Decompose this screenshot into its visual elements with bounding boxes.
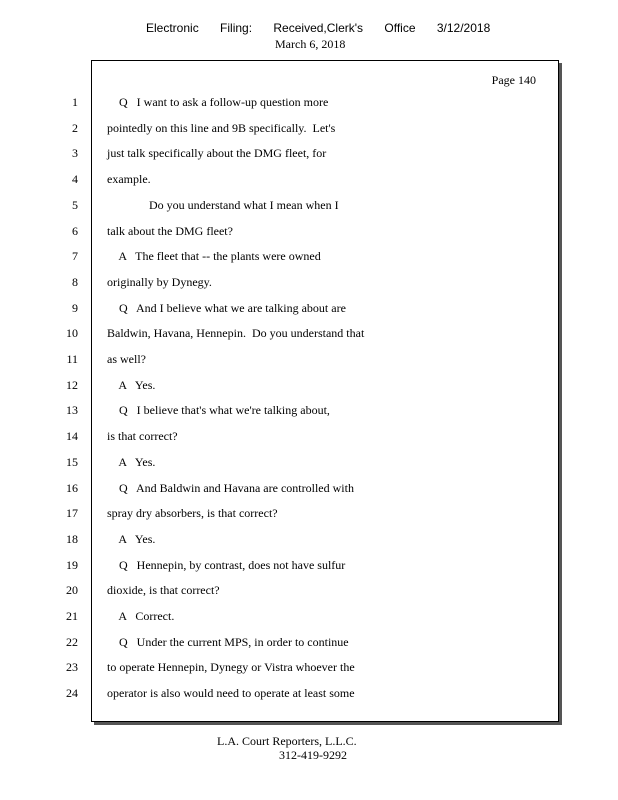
filing-stamp bbox=[146, 21, 508, 35]
line-number: 10 bbox=[66, 326, 78, 340]
line-number: 22 bbox=[66, 635, 78, 649]
line-text: Q And Baldwin and Havana are controlled with bbox=[107, 481, 354, 495]
line-number: 9 bbox=[72, 301, 78, 315]
line-number: 21 bbox=[66, 609, 78, 623]
line-text: A Yes. bbox=[107, 455, 156, 469]
line-number: 18 bbox=[66, 532, 78, 546]
line-number: 7 bbox=[72, 249, 78, 263]
line-text: A Yes. bbox=[107, 532, 156, 546]
line-text: originally by Dynegy. bbox=[107, 275, 212, 289]
line-text: Baldwin, Havana, Hennepin. Do you understand that bbox=[107, 326, 365, 340]
line-number: 11 bbox=[66, 352, 78, 366]
line-number: 3 bbox=[72, 146, 78, 160]
line-number: 8 bbox=[72, 275, 78, 289]
line-number: 17 bbox=[66, 506, 78, 520]
line-number: 19 bbox=[66, 558, 78, 572]
line-number: 15 bbox=[66, 455, 78, 469]
line-number: 24 bbox=[66, 686, 78, 700]
filing-date: 3/12/2018 bbox=[436, 21, 491, 35]
line-text: just talk specifically about the DMG fleet, for bbox=[107, 146, 327, 160]
line-number: 16 bbox=[66, 481, 78, 495]
line-text: Q Hennepin, by contrast, does not have sulfur bbox=[107, 558, 346, 572]
line-number: 13 bbox=[66, 403, 78, 417]
line-text: example. bbox=[107, 172, 151, 186]
transcript-date: March 6, 2018 bbox=[275, 37, 346, 51]
line-number: 5 bbox=[72, 198, 78, 212]
reporter-phone: 312-419-9292 bbox=[279, 748, 347, 762]
line-number: 20 bbox=[66, 583, 78, 597]
line-text: as well? bbox=[107, 352, 146, 366]
line-text: talk about the DMG fleet? bbox=[107, 224, 233, 238]
line-text: A The fleet that -- the plants were owned bbox=[107, 249, 321, 263]
line-text: Do you understand what I mean when I bbox=[107, 198, 339, 212]
line-text: pointedly on this line and 9B specifically. Let's bbox=[107, 121, 336, 135]
line-text: Q And I believe what we are talking about are bbox=[107, 301, 346, 315]
line-text: Q Under the current MPS, in order to continue bbox=[107, 635, 349, 649]
line-number: 12 bbox=[66, 378, 78, 392]
page-number: Page 140 bbox=[491, 73, 536, 87]
line-number: 14 bbox=[66, 429, 78, 443]
line-text: A Correct. bbox=[107, 609, 175, 623]
filing-electronic: Electronic bbox=[146, 21, 199, 35]
line-number: 1 bbox=[72, 95, 78, 109]
line-text: dioxide, is that correct? bbox=[107, 583, 220, 597]
line-text: to operate Hennepin, Dynegy or Vistra whoever the bbox=[107, 660, 355, 674]
line-text: A Yes. bbox=[107, 378, 156, 392]
line-number: 6 bbox=[72, 224, 78, 238]
filing-office: Office bbox=[384, 21, 416, 35]
line-number: 2 bbox=[72, 121, 78, 135]
filing-label: Filing: bbox=[220, 21, 253, 35]
line-number: 4 bbox=[72, 172, 78, 186]
line-text: spray dry absorbers, is that correct? bbox=[107, 506, 278, 520]
reporter-company: L.A. Court Reporters, L.L.C. bbox=[217, 734, 357, 748]
line-text: Q I want to ask a follow-up question more bbox=[107, 95, 329, 109]
filing-received: Received,Clerk's bbox=[273, 21, 364, 35]
line-number: 23 bbox=[66, 660, 78, 674]
line-text: operator is also would need to operate at least some bbox=[107, 686, 355, 700]
line-text: is that correct? bbox=[107, 429, 178, 443]
line-text: Q I believe that's what we're talking about, bbox=[107, 403, 330, 417]
